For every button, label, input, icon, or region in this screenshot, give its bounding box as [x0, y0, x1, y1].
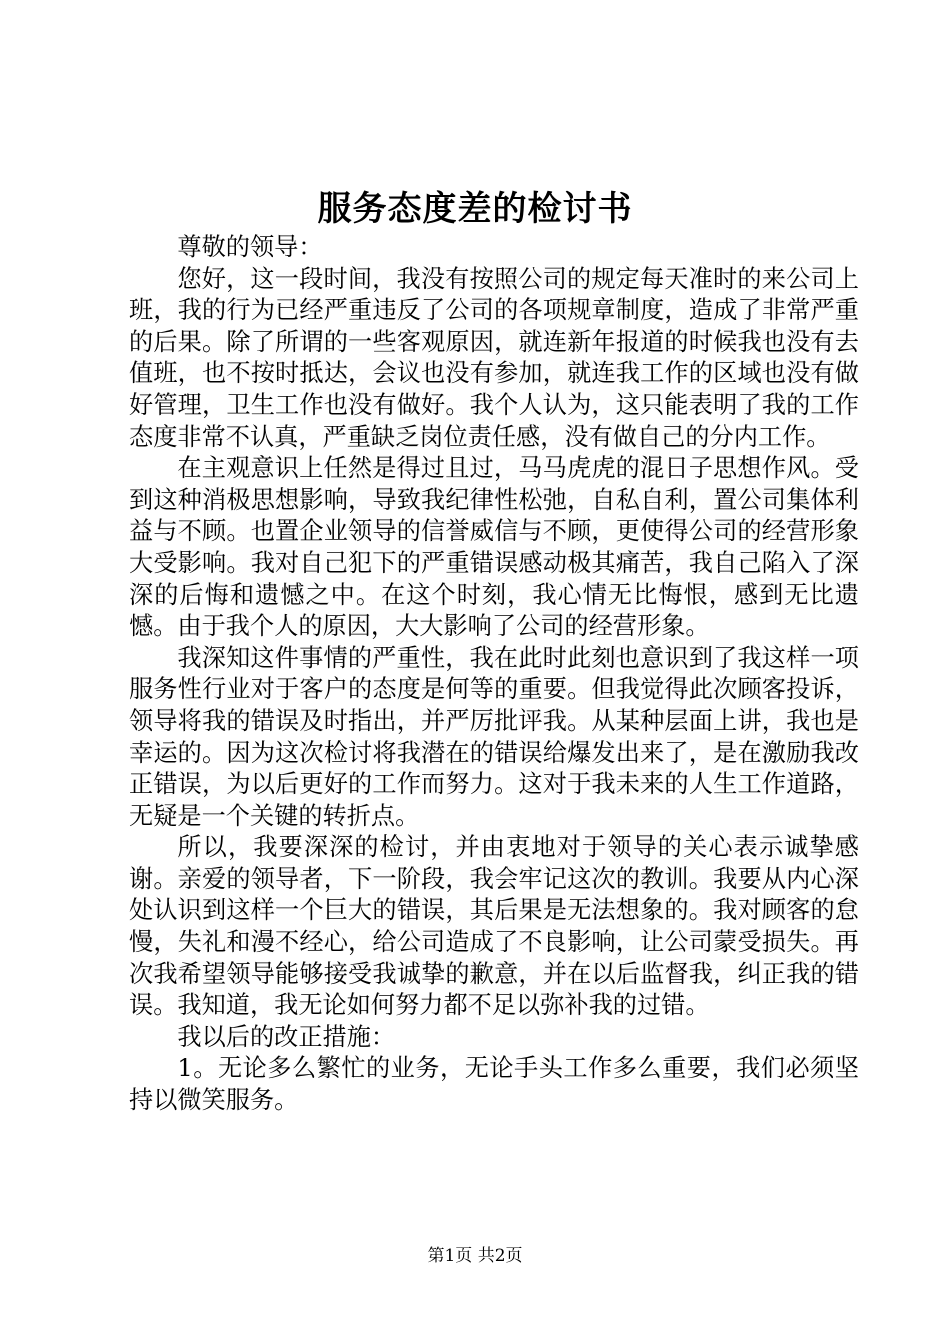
paragraph-4: 所以，我要深深的检讨，并由衷地对于领导的关心表示诚挚感谢。亲爱的领导者，下一阶段，我会牢记这次的教训。我要从内心深处认识到这样一个巨大的错误，其后果是无法想象的。我对顾客的怠慢，失礼和漫不经心，给公司造成了不良影响，让公司蒙受损失。再次我希望领导能够接受我诚挚的歉意，并在以后监督我，纠正我的错误。我知道，我无论如何努力都不足以弥补我的过错。: [129, 833, 859, 1020]
document-body: [129, 232, 859, 1117]
measure-item-1: 1。无论多么繁忙的业务，无论手头工作多么重要，我们必须坚持以微笑服务。: [129, 1054, 859, 1115]
measures-heading: 我以后的改正措施：: [177, 1022, 396, 1051]
paragraph-3: 我深知这件事情的严重性，我在此时此刻也意识到了我这样一项服务性行业对于客户的态度是何等的重要。但我觉得此次顾客投诉，领导将我的错误及时指出，并严厉批评我。从某种层面上讲，我也是幸运的。因为这次检讨将我潜在的错误给爆发出来了，是在激励我改正错误，为以后更好的工作而努力。这对于我未来的人生工作道路，无疑是一个关键的转折点。: [129, 643, 859, 830]
paragraph-1: 您好，这一段时间，我没有按照公司的规定每天准时的来公司上班，我的行为已经严重违反了公司的各项规章制度，造成了非常严重的后果。除了所谓的一些客观原因，就连新年报道的时候我也没有去值班，也不按时抵达，会议也没有参加，就连我工作的区域也没有做好管理，卫生工作也没有做好。我个人认为，这只能表明了我的工作态度非常不认真，严重缺乏岗位责任感，没有做自己的分内工作。: [129, 264, 859, 451]
paragraph-2: 在主观意识上任然是得过且过，马马虎虎的混日子思想作风。受到这种消极思想影响，导致我纪律性松弛，自私自利，置公司集体利益与不顾。也置企业领导的信誉威信与不顾，更使得公司的经营形象大受影响。我对自己犯下的严重错误感动极其痛苦，我自己陷入了深深的后悔和遗憾之中。在这个时刻，我心情无比悔恨，感到无比遗憾。由于我个人的原因，大大影响了公司的经营形象。: [129, 454, 859, 641]
page-footer: 第1页 共2页: [427, 1246, 523, 1266]
salutation: 尊敬的领导：: [177, 233, 323, 261]
document-title: 服务态度差的检讨书: [317, 189, 633, 229]
